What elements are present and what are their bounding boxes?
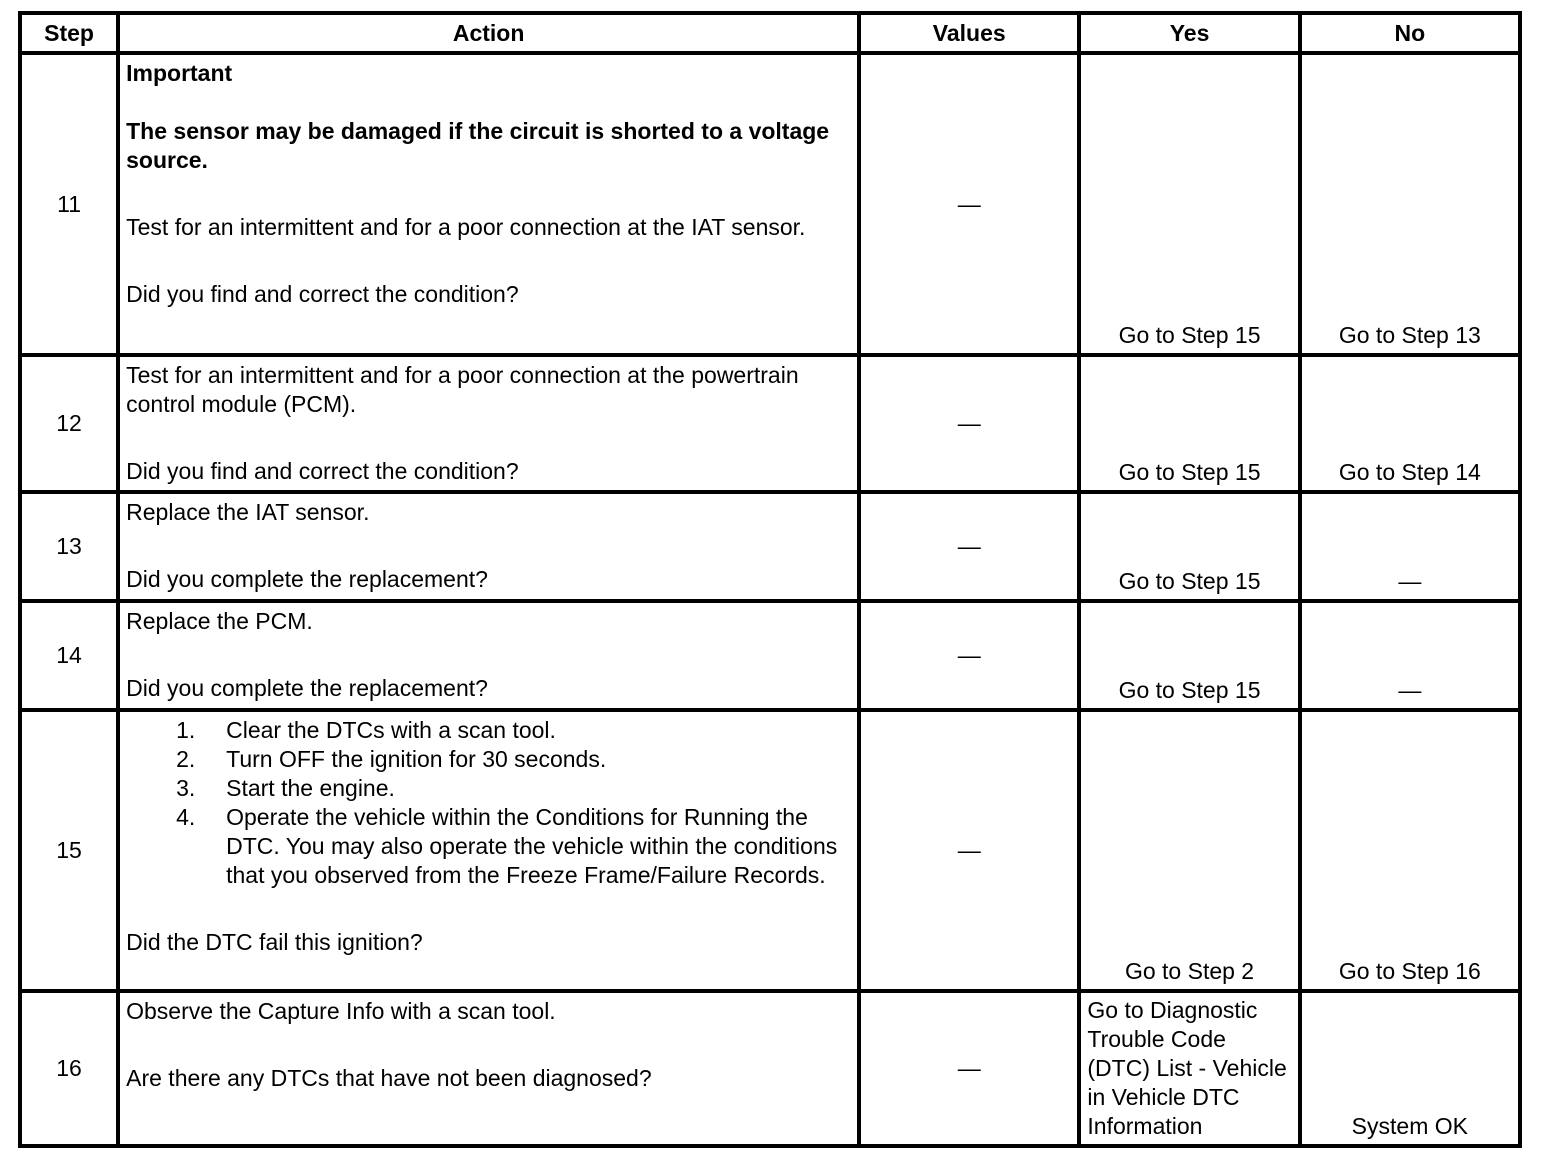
dtc-list-link[interactable]: Go to Diagnostic Trouble Code (DTC) List - Vehicle in Vehicle DTC Information: [1087, 997, 1287, 1139]
action-cell: [118, 492, 859, 601]
no-cell: —: [1300, 601, 1520, 710]
values-cell: —: [859, 710, 1079, 991]
action-cell: [118, 53, 859, 355]
values-cell: —: [859, 601, 1079, 710]
step-number: 15: [20, 710, 118, 991]
header-yes: Yes: [1079, 13, 1299, 53]
table-row: [20, 601, 1520, 710]
table-row: [20, 53, 1520, 355]
question-text: Did you complete the replacement?: [126, 675, 488, 701]
yes-cell: Go to Step 15: [1079, 601, 1299, 710]
list-item: 2. Turn OFF the ignition for 30 seconds.: [176, 746, 607, 772]
yes-cell: [1079, 991, 1299, 1146]
important-label: Important: [126, 60, 233, 86]
list-item: 1. Clear the DTCs with a scan tool.: [176, 717, 556, 743]
header-values: Values: [859, 13, 1079, 53]
header-action: Action: [118, 13, 859, 53]
table-row: [20, 492, 1520, 601]
diagnostic-table: [18, 11, 1522, 1148]
step-number: 12: [20, 355, 118, 492]
no-cell: Go to Step 16: [1300, 710, 1520, 991]
yes-cell: Go to Step 15: [1079, 492, 1299, 601]
question-text: Are there any DTCs that have not been diagnosed?: [126, 1065, 652, 1091]
header-row: [20, 13, 1520, 53]
yes-cell: Go to Step 2: [1079, 710, 1299, 991]
yes-cell: Go to Step 15: [1079, 355, 1299, 492]
header-no: No: [1300, 13, 1520, 53]
instruction-text: Observe the Capture Info with a scan tool.: [126, 998, 556, 1024]
no-cell: Go to Step 13: [1300, 53, 1520, 355]
values-cell: —: [859, 53, 1079, 355]
instruction-text: Replace the IAT sensor.: [126, 499, 370, 525]
list-item: 4. Operate the vehicle within the Conditions for Running the DTC. You may also operate the vehicle within the conditions that you observed from the Freeze Frame/Failure Records.: [176, 804, 838, 888]
table-row: [20, 355, 1520, 492]
yes-cell: Go to Step 15: [1079, 53, 1299, 355]
question-text: Did you find and correct the condition?: [126, 281, 519, 307]
table-row: [20, 710, 1520, 991]
list-item: 3. Start the engine.: [176, 775, 395, 801]
step-number: 13: [20, 492, 118, 601]
question-text: Did you find and correct the condition?: [126, 458, 519, 484]
instruction-text: Test for an intermittent and for a poor connection at the IAT sensor.: [126, 214, 806, 240]
action-cell: [118, 710, 859, 991]
values-cell: —: [859, 355, 1079, 492]
step-number: 11: [20, 53, 118, 355]
values-cell: —: [859, 991, 1079, 1146]
action-cell: [118, 991, 859, 1146]
action-cell: [118, 601, 859, 710]
no-cell: System OK: [1300, 991, 1520, 1146]
step-number: 16: [20, 991, 118, 1146]
no-cell: —: [1300, 492, 1520, 601]
instruction-text: Test for an intermittent and for a poor connection at the powertrain control module (PCM).: [126, 362, 799, 417]
values-cell: —: [859, 492, 1079, 601]
question-text: Did you complete the replacement?: [126, 566, 488, 592]
header-step: Step: [20, 13, 118, 53]
action-cell: [118, 355, 859, 492]
question-text: Did the DTC fail this ignition?: [126, 929, 423, 955]
procedure-list: [126, 716, 851, 890]
no-cell: Go to Step 14: [1300, 355, 1520, 492]
step-number: 14: [20, 601, 118, 710]
warning-text: The sensor may be damaged if the circuit is shorted to a voltage source.: [126, 118, 830, 173]
instruction-text: Replace the PCM.: [126, 608, 313, 634]
table-row: [20, 991, 1520, 1146]
